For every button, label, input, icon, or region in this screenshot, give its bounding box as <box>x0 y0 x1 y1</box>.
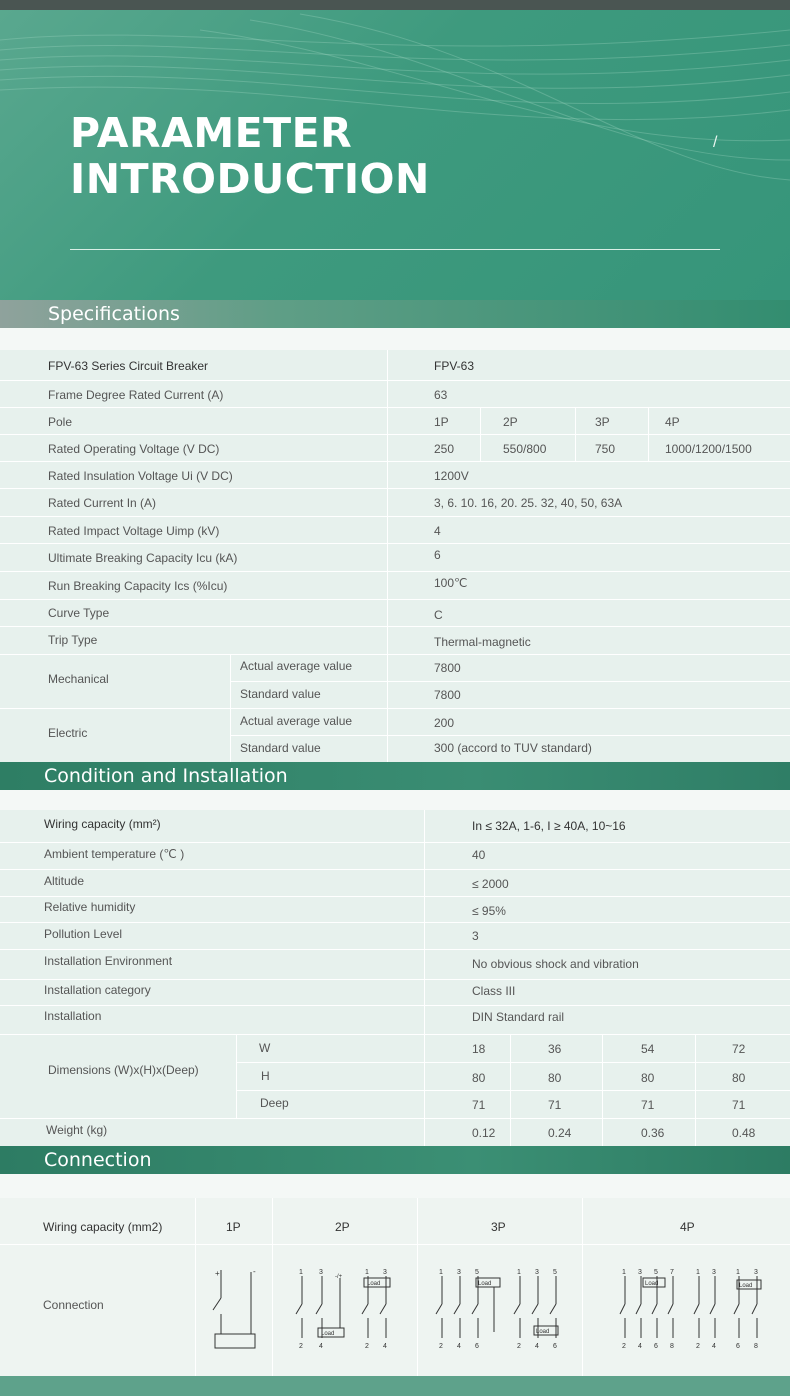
svg-text:1: 1 <box>365 1269 369 1276</box>
weight-value: 0.24 <box>548 1126 572 1140</box>
humidity-value: ≤ 95% <box>472 904 506 918</box>
svg-text:1: 1 <box>517 1269 521 1276</box>
pole-value: 3P <box>595 415 610 429</box>
voltage-value: 1000/1200/1500 <box>665 442 752 456</box>
svg-text:5: 5 <box>553 1269 557 1276</box>
mechanical-label: Mechanical <box>48 672 109 686</box>
section-title-specifications: Specifications <box>0 300 790 328</box>
connection-header-label: Wiring capacity (mm2) <box>43 1220 163 1234</box>
connection-table <box>0 1198 790 1378</box>
connection-pole-1p: 1P <box>226 1220 241 1234</box>
load-label: Load <box>645 1281 659 1287</box>
dimension-deep-value: 71 <box>732 1098 746 1112</box>
frame-value: 63 <box>434 388 448 402</box>
electric-actual-label: Actual average value <box>240 714 353 728</box>
voltage-label: Rated Operating Voltage (V DC) <box>48 442 220 456</box>
weight-value: 0.36 <box>641 1126 665 1140</box>
svg-text:4: 4 <box>383 1343 387 1350</box>
electric-standard-label: Standard value <box>240 741 321 755</box>
hero-title-line1: PARAMETER <box>70 109 353 157</box>
ics-label: Run Breaking Capacity Ics (%Icu) <box>48 579 228 593</box>
svg-text:6: 6 <box>736 1343 740 1350</box>
load-label: Load <box>321 1331 335 1337</box>
specifications-table <box>0 350 790 762</box>
dimension-w-value: 18 <box>472 1042 486 1056</box>
svg-text:5: 5 <box>654 1269 658 1276</box>
mechanical-actual-label: Actual average value <box>240 659 353 673</box>
load-label: Load <box>739 1283 753 1289</box>
svg-text:1: 1 <box>736 1269 740 1276</box>
hero-title-line2: INTRODUCTION <box>70 155 430 203</box>
svg-text:6: 6 <box>654 1343 658 1350</box>
environment-value: No obvious shock and vibration <box>472 957 639 971</box>
svg-text:2: 2 <box>299 1343 303 1350</box>
icu-value: 6 <box>434 548 441 562</box>
category-value: Class III <box>472 984 516 998</box>
wiring-value: In ≤ 32A, 1-6, I ≥ 40A, 10~16 <box>472 819 626 833</box>
svg-text:2: 2 <box>365 1343 369 1350</box>
pole-value: 4P <box>665 415 680 429</box>
voltage-value: 750 <box>595 442 616 456</box>
dimension-deep-value: 71 <box>472 1098 486 1112</box>
mechanical-standard-label: Standard value <box>240 687 321 701</box>
insulation-label: Rated Insulation Voltage Ui (V DC) <box>48 469 233 483</box>
weight-value: 0.48 <box>732 1126 756 1140</box>
dimension-h-value: 80 <box>732 1071 746 1085</box>
voltage-value: 550/800 <box>503 442 547 456</box>
weight-value: 0.12 <box>472 1126 496 1140</box>
svg-text:5: 5 <box>475 1269 479 1276</box>
svg-text:3: 3 <box>319 1269 323 1276</box>
dimensions-label: Dimensions (W)x(H)x(Deep) <box>48 1063 199 1077</box>
svg-text:2: 2 <box>622 1343 626 1350</box>
curve-label: Curve Type <box>48 606 110 620</box>
trip-label: Trip Type <box>48 633 98 647</box>
svg-text:+: + <box>215 1269 220 1278</box>
svg-text:4: 4 <box>712 1343 716 1350</box>
electric-actual-value: 200 <box>434 716 455 730</box>
svg-text:8: 8 <box>754 1343 758 1350</box>
frame-label: Frame Degree Rated Current (A) <box>48 388 224 402</box>
connection-pole-3p: 3P <box>491 1220 506 1234</box>
pollution-value: 3 <box>472 929 479 943</box>
svg-text:2: 2 <box>439 1343 443 1350</box>
humidity-label: Relative humidity <box>44 900 136 914</box>
svg-text:1: 1 <box>696 1269 700 1276</box>
svg-text:8: 8 <box>670 1343 674 1350</box>
hero-divider <box>70 249 720 250</box>
svg-text:4: 4 <box>319 1343 323 1350</box>
wiring-diagram-3p <box>432 1268 572 1354</box>
bottom-bar <box>0 1376 790 1396</box>
spec-header-value: FPV-63 <box>434 359 475 373</box>
dimension-w-value: 54 <box>641 1042 655 1056</box>
dimension-deep-value: 71 <box>548 1098 562 1112</box>
section-title-condition: Condition and Installation <box>0 762 790 790</box>
pole-value: 2P <box>503 415 518 429</box>
impact-value: 4 <box>434 524 441 538</box>
connection-pole-4p: 4P <box>680 1220 695 1234</box>
insulation-value: 1200V <box>434 469 469 483</box>
dimension-deep-label: Deep <box>260 1096 289 1110</box>
installation-label: Installation <box>44 1009 102 1023</box>
altitude-label: Altitude <box>44 874 85 888</box>
svg-text:2: 2 <box>517 1343 521 1350</box>
electric-standard-value: 300 (accord to TUV standard) <box>434 741 592 755</box>
voltage-value: 250 <box>434 442 455 456</box>
curve-value: C <box>434 608 443 622</box>
load-label: Load <box>367 1281 381 1287</box>
svg-text:3: 3 <box>638 1269 642 1276</box>
svg-text:1: 1 <box>622 1269 626 1276</box>
dimension-h-value: 80 <box>641 1071 655 1085</box>
category-label: Installation category <box>44 983 151 997</box>
dimension-w-value: 72 <box>732 1042 746 1056</box>
section-title-connection: Connection <box>0 1146 790 1174</box>
svg-text:3: 3 <box>712 1269 716 1276</box>
current-value: 3, 6. 10. 16, 20. 25. 32, 40, 50, 63A <box>434 496 623 510</box>
spec-header-label: FPV-63 Series Circuit Breaker <box>48 359 209 373</box>
dimension-h-label: H <box>261 1069 270 1083</box>
ambient-label: Ambient temperature (℃ ) <box>44 847 185 861</box>
current-label: Rated Current In (A) <box>48 496 157 510</box>
svg-text:4: 4 <box>638 1343 642 1350</box>
svg-text:2: 2 <box>696 1343 700 1350</box>
dimension-h-value: 80 <box>548 1071 562 1085</box>
dimension-w-value: 36 <box>548 1042 562 1056</box>
mechanical-standard-value: 7800 <box>434 688 461 702</box>
svg-text:4: 4 <box>535 1343 539 1350</box>
installation-value: DIN Standard rail <box>472 1010 565 1024</box>
svg-text:3: 3 <box>754 1269 758 1276</box>
ambient-value: 40 <box>472 848 486 862</box>
connection-pole-2p: 2P <box>335 1220 350 1234</box>
svg-text:-: - <box>253 1267 256 1276</box>
load-label: Load <box>536 1329 550 1335</box>
dimension-h-value: 80 <box>472 1071 486 1085</box>
pollution-label: Pollution Level <box>44 927 123 941</box>
svg-text:1: 1 <box>439 1269 443 1276</box>
environment-label: Installation Environment <box>44 954 173 968</box>
mechanical-actual-value: 7800 <box>434 661 461 675</box>
connection-row-label: Connection <box>43 1298 104 1312</box>
altitude-value: ≤ 2000 <box>472 877 509 891</box>
svg-text:6: 6 <box>475 1343 479 1350</box>
svg-text:3: 3 <box>457 1269 461 1276</box>
svg-text:6: 6 <box>553 1343 557 1350</box>
hero-title <box>70 110 430 202</box>
svg-text:4: 4 <box>457 1343 461 1350</box>
pole-value: 1P <box>434 415 449 429</box>
svg-text:3: 3 <box>383 1269 387 1276</box>
pole-label: Pole <box>48 415 73 429</box>
electric-label: Electric <box>48 726 88 740</box>
wiring-label: Wiring capacity (mm²) <box>44 817 161 831</box>
icu-label: Ultimate Breaking Capacity Icu (kA) <box>48 551 238 565</box>
weight-label: Weight (kg) <box>46 1123 108 1137</box>
trip-value: Thermal-magnetic <box>434 635 531 649</box>
svg-text:1: 1 <box>299 1269 303 1276</box>
svg-text:3: 3 <box>535 1269 539 1276</box>
wiring-diagram-4p <box>615 1268 775 1354</box>
hero-banner <box>0 0 790 300</box>
load-label: Load <box>478 1281 492 1287</box>
svg-text:-/+: -/+ <box>335 1274 343 1280</box>
wiring-diagram-2p <box>290 1268 405 1354</box>
dimension-w-label: W <box>259 1041 271 1055</box>
svg-text:7: 7 <box>670 1269 674 1276</box>
hero-slash: / <box>713 134 718 151</box>
ics-value: 100℃ <box>434 576 468 590</box>
impact-label: Rated Impact Voltage Uimp (kV) <box>48 524 220 538</box>
dimension-deep-value: 71 <box>641 1098 655 1112</box>
wiring-diagram-1p <box>205 1264 265 1352</box>
condition-table <box>0 810 790 1146</box>
